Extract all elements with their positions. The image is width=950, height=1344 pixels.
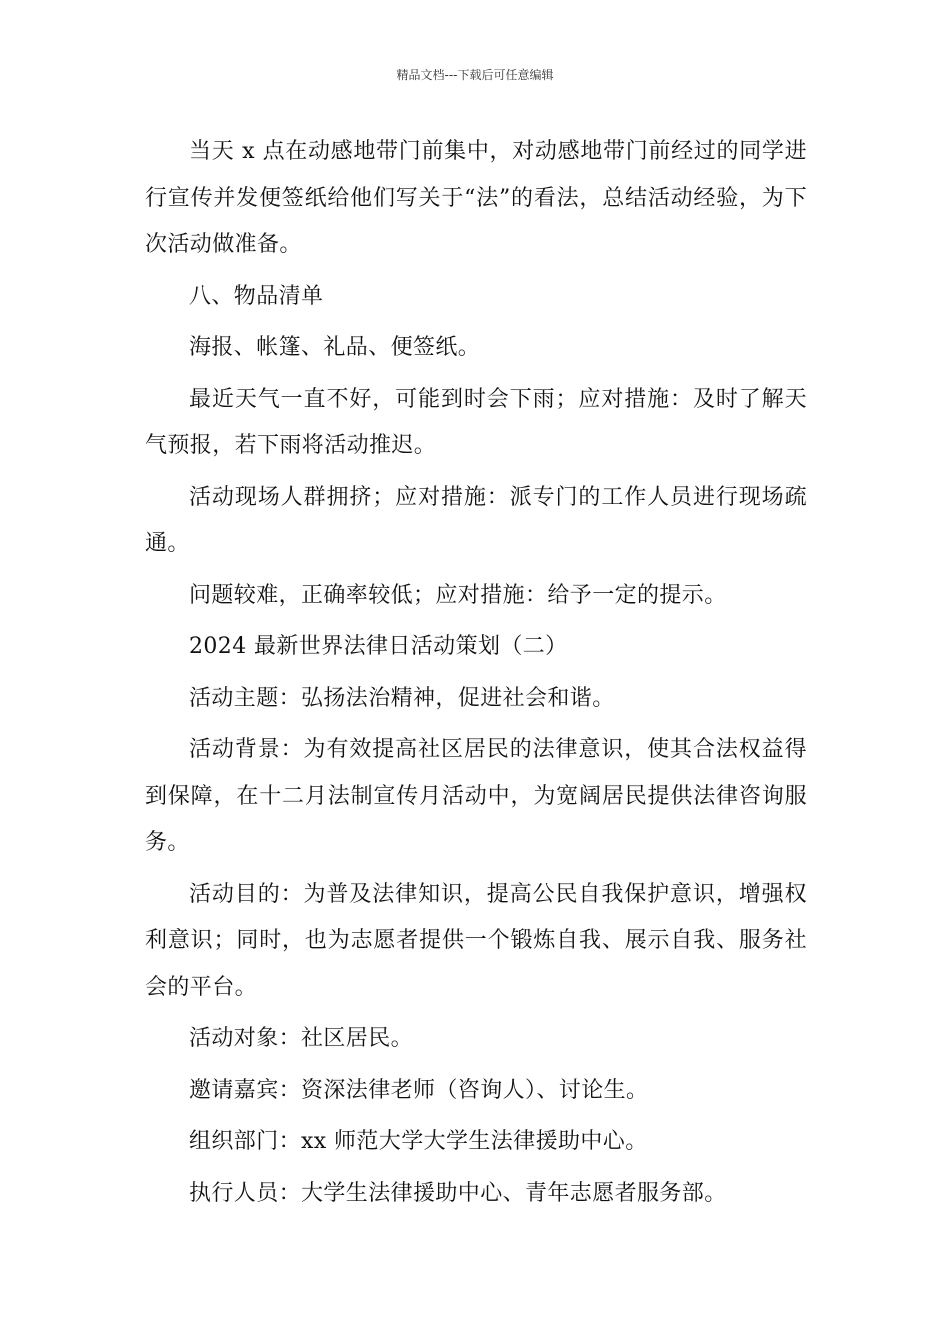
paragraph-crowd-risk: 活动现场人群拥挤；应对措施：派专门的工作人员进行现场疏通。 (145, 484, 807, 556)
section-heading-item-list: 八、物品清单 (189, 283, 324, 309)
paragraph-purpose: 活动目的：为普及法律知识，提高公民自我保护意识，增强权利意识；同时，也为志愿者提供一个锻炼自我、展示自我、服务社会的平台。 (145, 881, 807, 1000)
paragraph-theme: 活动主题：弘扬法治精神，促进社会和谐。 (189, 685, 615, 711)
paragraph-guests: 邀请嘉宾：资深法律老师（咨询人）、讨论生。 (189, 1077, 649, 1103)
paragraph-background: 活动背景：为有效提高社区居民的法律意识，使其合法权益得到保障，在十二月法制宣传月活动中，为宽阔居民提供法律咨询服务。 (145, 737, 807, 855)
paragraph-audience: 活动对象：社区居民。 (189, 1026, 414, 1051)
paragraph-preparation: 当天 x 点在动感地带门前集中，对动感地带门前经过的同学进行宣传并发便签纸给他们写关于“法”的看法，总结活动经验，为下次活动做准备。 (145, 139, 807, 257)
document-body (145, 129, 807, 1222)
paragraph-item-list: 海报、帐篷、礼品、便签纸。 (189, 335, 481, 360)
section-title-plan-two: 2024 最新世界法律日活动策划（二） (189, 634, 568, 659)
paragraph-executors: 执行人员：大学生法律援助中心、青年志愿者服务部。 (189, 1180, 727, 1206)
paragraph-organizer: 组织部门：xx 师范大学大学生法律援助中心。 (189, 1129, 648, 1154)
paragraph-difficulty-risk: 问题较难，正确率较低；应对措施：给予一定的提示。 (189, 582, 727, 608)
paragraph-weather-risk: 最近天气一直不好，可能到时会下雨；应对措施：及时了解天气预报，若下雨将活动推迟。 (145, 386, 807, 458)
page-header: 精品文档---下载后可任意编辑 (396, 68, 554, 82)
